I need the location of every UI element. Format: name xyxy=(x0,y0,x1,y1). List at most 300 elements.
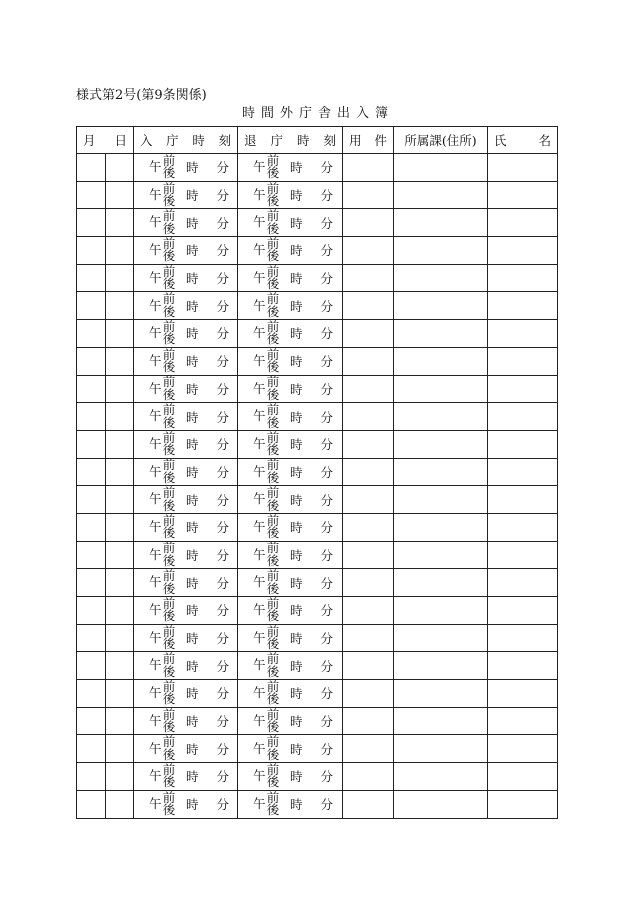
day-cell[interactable] xyxy=(106,735,134,763)
entry-time-cell[interactable] xyxy=(134,790,238,818)
purpose-cell[interactable] xyxy=(343,181,394,209)
am-label: 前 xyxy=(266,734,280,750)
month-cell[interactable] xyxy=(77,763,106,791)
entry-time-cell[interactable] xyxy=(134,237,238,265)
name-cell[interactable] xyxy=(488,375,558,403)
minute-label: 分 xyxy=(320,188,334,204)
pm-label: 後 xyxy=(162,248,176,264)
month-cell[interactable] xyxy=(77,790,106,818)
name-cell[interactable] xyxy=(488,209,558,237)
minute-label: 分 xyxy=(216,547,230,563)
name-cell[interactable] xyxy=(488,292,558,320)
header-purpose xyxy=(343,127,394,154)
department-cell[interactable] xyxy=(394,790,488,818)
am-label: 前 xyxy=(162,208,176,224)
day-cell[interactable] xyxy=(106,569,134,597)
name-cell[interactable] xyxy=(488,430,558,458)
name-cell[interactable] xyxy=(488,403,558,431)
entry-time-cell[interactable] xyxy=(134,707,238,735)
department-cell[interactable] xyxy=(394,458,488,486)
minute-label: 分 xyxy=(216,409,230,425)
time-entry xyxy=(238,376,342,403)
minute-label: 分 xyxy=(216,298,230,314)
table-row xyxy=(77,237,558,265)
exit-time-cell[interactable] xyxy=(238,513,343,541)
time-prefix: 午 xyxy=(149,325,162,341)
minute-label: 分 xyxy=(320,381,334,397)
day-cell[interactable] xyxy=(106,292,134,320)
month-cell[interactable] xyxy=(77,237,106,265)
purpose-cell[interactable] xyxy=(343,154,394,182)
pm-label: 後 xyxy=(162,386,176,402)
exit-time-cell[interactable] xyxy=(238,347,343,375)
am-pm-choice xyxy=(162,570,176,595)
am-label: 前 xyxy=(266,624,280,639)
am-pm-choice xyxy=(162,376,176,401)
am-pm-choice xyxy=(266,626,280,651)
table-row xyxy=(77,292,558,320)
exit-time-cell[interactable] xyxy=(238,237,343,265)
exit-time-cell[interactable] xyxy=(238,292,343,320)
department-cell[interactable] xyxy=(394,513,488,541)
hour-label: 時 xyxy=(186,354,199,370)
exit-time-cell[interactable] xyxy=(238,154,343,182)
month-cell[interactable] xyxy=(77,430,106,458)
purpose-cell[interactable] xyxy=(343,403,394,431)
minute-label: 分 xyxy=(320,575,334,591)
entry-time-cell[interactable] xyxy=(134,292,238,320)
day-cell[interactable] xyxy=(106,486,134,514)
department-cell[interactable] xyxy=(394,597,488,625)
exit-time-cell[interactable] xyxy=(238,541,343,569)
minute-label: 分 xyxy=(320,714,334,730)
time-prefix: 午 xyxy=(253,269,266,285)
day-cell[interactable] xyxy=(106,403,134,431)
purpose-cell[interactable] xyxy=(343,209,394,237)
name-cell[interactable] xyxy=(488,763,558,791)
department-cell[interactable] xyxy=(394,569,488,597)
exit-time-cell[interactable] xyxy=(238,403,343,431)
hour-label: 時 xyxy=(290,603,303,619)
month-cell[interactable] xyxy=(77,735,106,763)
month-cell[interactable] xyxy=(77,707,106,735)
hour-label: 時 xyxy=(290,298,303,314)
minute-label: 分 xyxy=(216,437,230,453)
am-label: 前 xyxy=(162,264,176,279)
department-cell[interactable] xyxy=(394,680,488,708)
time-entry xyxy=(238,237,342,264)
day-cell[interactable] xyxy=(106,430,134,458)
entry-time-cell[interactable] xyxy=(134,403,238,431)
am-label: 前 xyxy=(162,291,176,307)
minute-label: 分 xyxy=(320,437,334,453)
time-prefix: 午 xyxy=(253,795,266,811)
header-exit-time-char: 庁 xyxy=(270,133,283,148)
department-cell[interactable] xyxy=(394,237,488,265)
month-cell[interactable] xyxy=(77,513,106,541)
time-entry xyxy=(134,763,237,790)
purpose-cell[interactable] xyxy=(343,375,394,403)
header-month-day xyxy=(77,127,134,154)
am-label: 前 xyxy=(162,541,176,556)
purpose-cell[interactable] xyxy=(343,347,394,375)
purpose-cell[interactable] xyxy=(343,264,394,292)
name-cell[interactable] xyxy=(488,154,558,182)
day-cell[interactable] xyxy=(106,154,134,182)
pm-label: 後 xyxy=(266,276,280,292)
minute-label: 分 xyxy=(216,492,230,508)
hour-label: 時 xyxy=(186,381,199,397)
am-pm-choice xyxy=(162,266,176,291)
month-cell[interactable] xyxy=(77,624,106,652)
am-label: 前 xyxy=(266,568,280,584)
hour-label: 時 xyxy=(186,326,199,342)
hour-label: 時 xyxy=(186,797,199,813)
month-cell[interactable] xyxy=(77,209,106,237)
department-cell[interactable] xyxy=(394,375,488,403)
day-cell[interactable] xyxy=(106,320,134,348)
month-cell[interactable] xyxy=(77,320,106,348)
time-entry xyxy=(238,431,342,458)
exit-time-cell[interactable] xyxy=(238,735,343,763)
entry-time-cell[interactable] xyxy=(134,458,238,486)
entry-time-cell[interactable] xyxy=(134,652,238,680)
entry-time-cell[interactable] xyxy=(134,597,238,625)
month-cell[interactable] xyxy=(77,680,106,708)
name-cell[interactable] xyxy=(488,707,558,735)
day-cell[interactable] xyxy=(106,597,134,625)
time-entry xyxy=(238,209,342,236)
exit-time-cell[interactable] xyxy=(238,181,343,209)
time-prefix: 午 xyxy=(253,574,266,590)
hour-label: 時 xyxy=(290,437,303,453)
table-row xyxy=(77,347,558,375)
department-cell[interactable] xyxy=(394,430,488,458)
purpose-cell[interactable] xyxy=(343,430,394,458)
month-cell[interactable] xyxy=(77,181,106,209)
purpose-cell[interactable] xyxy=(343,680,394,708)
time-prefix: 午 xyxy=(149,629,162,645)
purpose-cell[interactable] xyxy=(343,320,394,348)
day-cell[interactable] xyxy=(106,375,134,403)
department-cell[interactable] xyxy=(394,652,488,680)
am-label: 前 xyxy=(162,679,176,694)
time-entry xyxy=(238,597,342,624)
department-cell[interactable] xyxy=(394,763,488,791)
entry-time-cell[interactable] xyxy=(134,763,238,791)
exit-time-cell[interactable] xyxy=(238,763,343,791)
am-label: 前 xyxy=(266,236,280,251)
minute-label: 分 xyxy=(216,797,230,813)
minute-label: 分 xyxy=(216,215,230,231)
minute-label: 分 xyxy=(216,631,230,647)
name-cell[interactable] xyxy=(488,264,558,292)
day-cell[interactable] xyxy=(106,513,134,541)
month-cell[interactable] xyxy=(77,486,106,514)
entry-time-cell[interactable] xyxy=(134,541,238,569)
exit-time-cell[interactable] xyxy=(238,597,343,625)
am-label: 前 xyxy=(162,762,176,777)
minute-label: 分 xyxy=(320,797,334,813)
department-cell[interactable] xyxy=(394,707,488,735)
time-prefix: 午 xyxy=(253,602,266,618)
exit-time-cell[interactable] xyxy=(238,486,343,514)
entry-time-cell[interactable] xyxy=(134,320,238,348)
pm-label: 後 xyxy=(266,331,280,347)
minute-label: 分 xyxy=(320,160,334,176)
table-row xyxy=(77,264,558,292)
day-cell[interactable] xyxy=(106,763,134,791)
table-row xyxy=(77,707,558,735)
entry-time-cell[interactable] xyxy=(134,513,238,541)
day-cell[interactable] xyxy=(106,790,134,818)
pm-label: 後 xyxy=(266,469,280,485)
department-cell[interactable] xyxy=(394,209,488,237)
am-label: 前 xyxy=(162,402,176,418)
table-row xyxy=(77,375,558,403)
entry-time-cell[interactable] xyxy=(134,735,238,763)
department-cell[interactable] xyxy=(394,486,488,514)
time-entry xyxy=(238,680,342,707)
name-cell[interactable] xyxy=(488,735,558,763)
am-pm-choice xyxy=(162,542,176,567)
am-label: 前 xyxy=(162,153,176,168)
purpose-cell[interactable] xyxy=(343,486,394,514)
exit-time-cell[interactable] xyxy=(238,320,343,348)
am-pm-choice xyxy=(266,570,280,595)
time-prefix: 午 xyxy=(149,519,162,535)
day-cell[interactable] xyxy=(106,237,134,265)
purpose-cell[interactable] xyxy=(343,513,394,541)
am-label: 前 xyxy=(162,347,176,362)
am-label: 前 xyxy=(266,596,280,611)
table-row xyxy=(77,209,558,237)
month-cell[interactable] xyxy=(77,597,106,625)
department-cell[interactable] xyxy=(394,264,488,292)
month-cell[interactable] xyxy=(77,264,106,292)
exit-time-cell[interactable] xyxy=(238,264,343,292)
name-cell[interactable] xyxy=(488,569,558,597)
pm-label: 後 xyxy=(266,414,280,430)
am-pm-choice xyxy=(162,210,176,235)
exit-time-cell[interactable] xyxy=(238,790,343,818)
day-cell[interactable] xyxy=(106,209,134,237)
purpose-cell[interactable] xyxy=(343,790,394,818)
exit-time-cell[interactable] xyxy=(238,209,343,237)
pm-label: 後 xyxy=(162,165,176,181)
hour-label: 時 xyxy=(290,215,303,231)
department-cell[interactable] xyxy=(394,735,488,763)
department-cell[interactable] xyxy=(394,403,488,431)
month-cell[interactable] xyxy=(77,347,106,375)
minute-label: 分 xyxy=(216,769,230,785)
month-cell[interactable] xyxy=(77,154,106,182)
purpose-cell[interactable] xyxy=(343,458,394,486)
entry-time-cell[interactable] xyxy=(134,486,238,514)
minute-label: 分 xyxy=(216,658,230,674)
am-label: 前 xyxy=(162,430,176,445)
name-cell[interactable] xyxy=(488,320,558,348)
minute-label: 分 xyxy=(216,271,230,287)
time-entry xyxy=(134,182,237,209)
time-entry xyxy=(134,791,237,818)
name-cell[interactable] xyxy=(488,680,558,708)
hour-label: 時 xyxy=(290,741,303,757)
hour-label: 時 xyxy=(186,575,199,591)
month-cell[interactable] xyxy=(77,375,106,403)
name-cell[interactable] xyxy=(488,790,558,818)
time-entry xyxy=(134,403,237,430)
time-entry xyxy=(238,403,342,430)
purpose-cell[interactable] xyxy=(343,763,394,791)
pm-label: 後 xyxy=(266,774,280,790)
exit-time-cell[interactable] xyxy=(238,707,343,735)
entry-time-cell[interactable] xyxy=(134,430,238,458)
entry-time-cell[interactable] xyxy=(134,264,238,292)
am-pm-choice xyxy=(162,238,176,263)
header-month-day-char: 月 xyxy=(83,133,96,148)
entry-time-cell[interactable] xyxy=(134,624,238,652)
department-cell[interactable] xyxy=(394,320,488,348)
day-cell[interactable] xyxy=(106,652,134,680)
exit-time-cell[interactable] xyxy=(238,375,343,403)
hour-label: 時 xyxy=(186,769,199,785)
exit-time-cell[interactable] xyxy=(238,652,343,680)
time-prefix: 午 xyxy=(149,795,162,811)
time-prefix: 午 xyxy=(253,435,266,451)
pm-label: 後 xyxy=(162,608,176,624)
minute-label: 分 xyxy=(320,409,334,425)
minute-label: 分 xyxy=(216,575,230,591)
month-cell[interactable] xyxy=(77,569,106,597)
exit-time-cell[interactable] xyxy=(238,430,343,458)
pm-label: 後 xyxy=(266,193,280,209)
name-cell[interactable] xyxy=(488,458,558,486)
day-cell[interactable] xyxy=(106,541,134,569)
month-cell[interactable] xyxy=(77,652,106,680)
month-cell[interactable] xyxy=(77,403,106,431)
entry-time-cell[interactable] xyxy=(134,209,238,237)
pm-label: 後 xyxy=(266,719,280,735)
time-prefix: 午 xyxy=(149,768,162,784)
am-pm-choice xyxy=(162,155,176,180)
day-cell[interactable] xyxy=(106,680,134,708)
table-row xyxy=(77,513,558,541)
purpose-cell[interactable] xyxy=(343,541,394,569)
day-cell[interactable] xyxy=(106,264,134,292)
hour-label: 時 xyxy=(186,437,199,453)
name-cell[interactable] xyxy=(488,652,558,680)
purpose-cell[interactable] xyxy=(343,569,394,597)
name-cell[interactable] xyxy=(488,486,558,514)
exit-time-cell[interactable] xyxy=(238,569,343,597)
department-cell[interactable] xyxy=(394,624,488,652)
hour-label: 時 xyxy=(290,769,303,785)
exit-time-cell[interactable] xyxy=(238,624,343,652)
am-label: 前 xyxy=(162,319,176,334)
table-row xyxy=(77,403,558,431)
time-entry xyxy=(134,348,237,375)
hour-label: 時 xyxy=(186,464,199,480)
purpose-cell[interactable] xyxy=(343,707,394,735)
am-label: 前 xyxy=(162,624,176,639)
time-prefix: 午 xyxy=(253,657,266,673)
name-cell[interactable] xyxy=(488,181,558,209)
month-cell[interactable] xyxy=(77,292,106,320)
am-pm-choice xyxy=(162,321,176,346)
pm-label: 後 xyxy=(162,802,176,818)
month-cell[interactable] xyxy=(77,458,106,486)
entry-time-cell[interactable] xyxy=(134,154,238,182)
time-prefix: 午 xyxy=(149,712,162,728)
header-exit-time-char: 退 xyxy=(244,133,257,148)
time-entry xyxy=(238,763,342,790)
name-cell[interactable] xyxy=(488,513,558,541)
department-cell[interactable] xyxy=(394,347,488,375)
day-cell[interactable] xyxy=(106,624,134,652)
minute-label: 分 xyxy=(320,464,334,480)
header-department-char: 所属課(住所) xyxy=(404,133,477,148)
hour-label: 時 xyxy=(186,409,199,425)
am-pm-choice xyxy=(162,792,176,817)
hour-label: 時 xyxy=(290,464,303,480)
hour-label: 時 xyxy=(290,714,303,730)
register-table xyxy=(76,126,558,819)
day-cell[interactable] xyxy=(106,458,134,486)
pm-label: 後 xyxy=(162,691,176,707)
purpose-cell[interactable] xyxy=(343,597,394,625)
entry-time-cell[interactable] xyxy=(134,680,238,708)
purpose-cell[interactable] xyxy=(343,292,394,320)
purpose-cell[interactable] xyxy=(343,735,394,763)
pm-label: 後 xyxy=(266,497,280,513)
department-cell[interactable] xyxy=(394,541,488,569)
time-entry xyxy=(134,486,237,513)
hour-label: 時 xyxy=(186,547,199,563)
exit-time-cell[interactable] xyxy=(238,680,343,708)
header-entry-time-char: 刻 xyxy=(218,133,231,148)
time-prefix: 午 xyxy=(149,242,162,258)
name-cell[interactable] xyxy=(488,237,558,265)
entry-time-cell[interactable] xyxy=(134,375,238,403)
time-entry xyxy=(134,652,237,679)
name-cell[interactable] xyxy=(488,347,558,375)
header-name xyxy=(488,127,558,154)
pm-label: 後 xyxy=(162,193,176,209)
entry-time-cell[interactable] xyxy=(134,347,238,375)
department-cell[interactable] xyxy=(394,154,488,182)
am-pm-choice xyxy=(162,626,176,651)
exit-time-cell[interactable] xyxy=(238,458,343,486)
am-pm-choice xyxy=(162,515,176,540)
entry-time-cell[interactable] xyxy=(134,181,238,209)
name-cell[interactable] xyxy=(488,597,558,625)
month-cell[interactable] xyxy=(77,541,106,569)
am-pm-choice xyxy=(162,653,176,678)
name-cell[interactable] xyxy=(488,624,558,652)
day-cell[interactable] xyxy=(106,707,134,735)
purpose-cell[interactable] xyxy=(343,652,394,680)
time-entry xyxy=(134,265,237,292)
day-cell[interactable] xyxy=(106,347,134,375)
purpose-cell[interactable] xyxy=(343,624,394,652)
department-cell[interactable] xyxy=(394,292,488,320)
department-cell[interactable] xyxy=(394,181,488,209)
entry-time-cell[interactable] xyxy=(134,569,238,597)
purpose-cell[interactable] xyxy=(343,237,394,265)
name-cell[interactable] xyxy=(488,541,558,569)
day-cell[interactable] xyxy=(106,181,134,209)
